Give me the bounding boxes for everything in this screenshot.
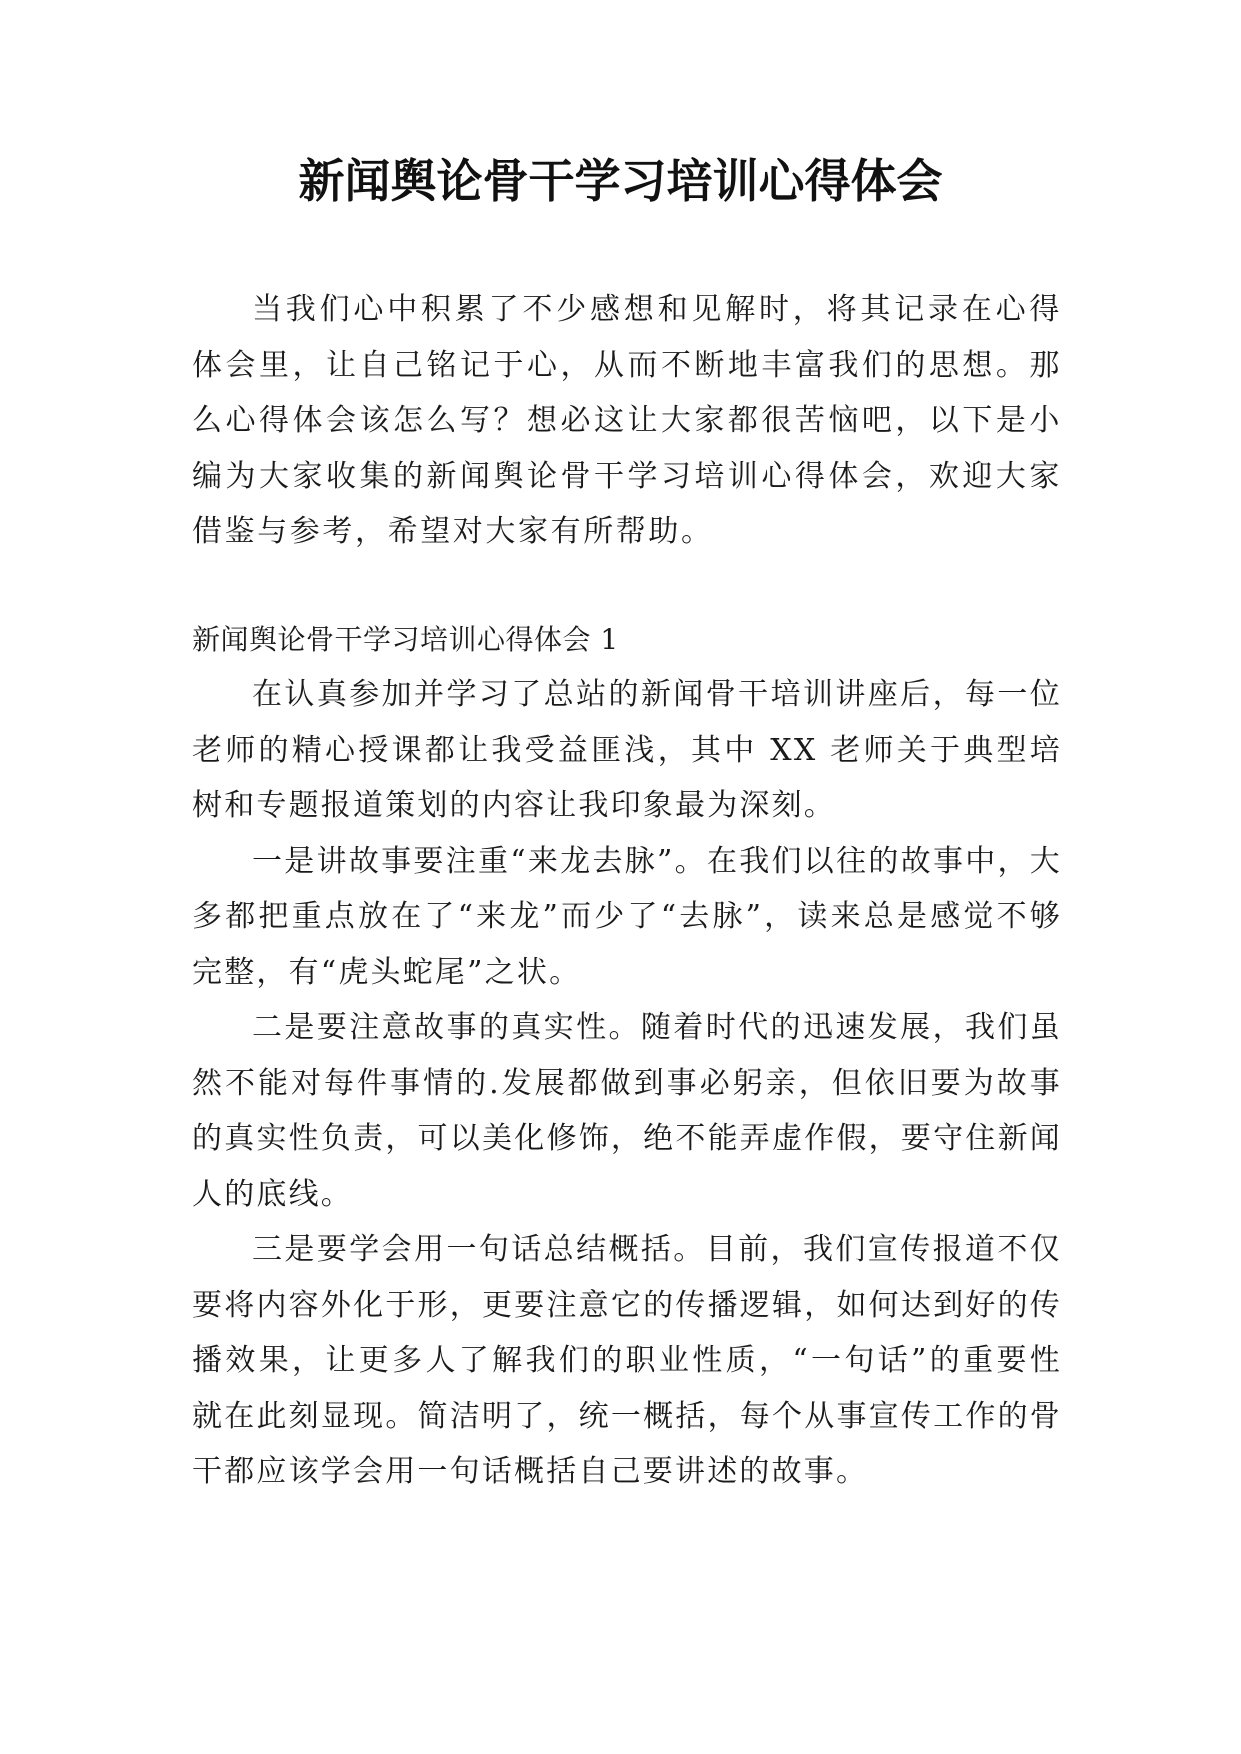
body-paragraph-2: 一是讲故事要注重“来龙去脉”。在我们以往的故事中，大多都把重点放在了“来龙”而少了“去脉”，读来总是感觉不够完整，有“虎头蛇尾”之状。 (192, 843, 1062, 990)
body-paragraph-3: 二是要注意故事的真实性。随着时代的迅速发展，我们虽然不能对每件事情的.发展都做到事必躬亲，但依旧要为故事的真实性负责，可以美化修饰，绝不能弄虚作假，要守住新闻人的底线。 (192, 1010, 1062, 1212)
body-paragraph-1: 在认真参加并学习了总站的新闻骨干培训讲座后，每一位老师的精心授课都让我受益匪浅，其中 XX 老师关于典型培树和专题报道策划的内容让我印象最为深刻。 (192, 677, 1062, 823)
document-body (192, 282, 1062, 1500)
document-title: 新闻舆论骨干学习培训心得体会 (298, 154, 943, 208)
body-paragraph-4: 三是要学会用一句话总结概括。目前，我们宣传报道不仅要将内容外化于形，更要注意它的传播逻辑，如何达到好的传播效果，让更多人了解我们的职业性质，“一句话”的重要性就在此刻显现。简洁明了，统一概括，每个从事宣传工作的骨干都应该学会用一句话概括自己要讲述的故事。 (192, 1232, 1062, 1489)
section-heading: 新闻舆论骨干学习培训心得体会 1 (192, 622, 619, 656)
intro-paragraph: 当我们心中积累了不少感想和见解时，将其记录在心得体会里，让自己铭记于心，从而不断地丰富我们的思想。那么心得体会该怎么写？想必这让大家都很苦恼吧，以下是小编为大家收集的新闻舆论骨干学习培训心得体会，欢迎大家借鉴与参考，希望对大家有所帮助。 (192, 292, 1062, 549)
